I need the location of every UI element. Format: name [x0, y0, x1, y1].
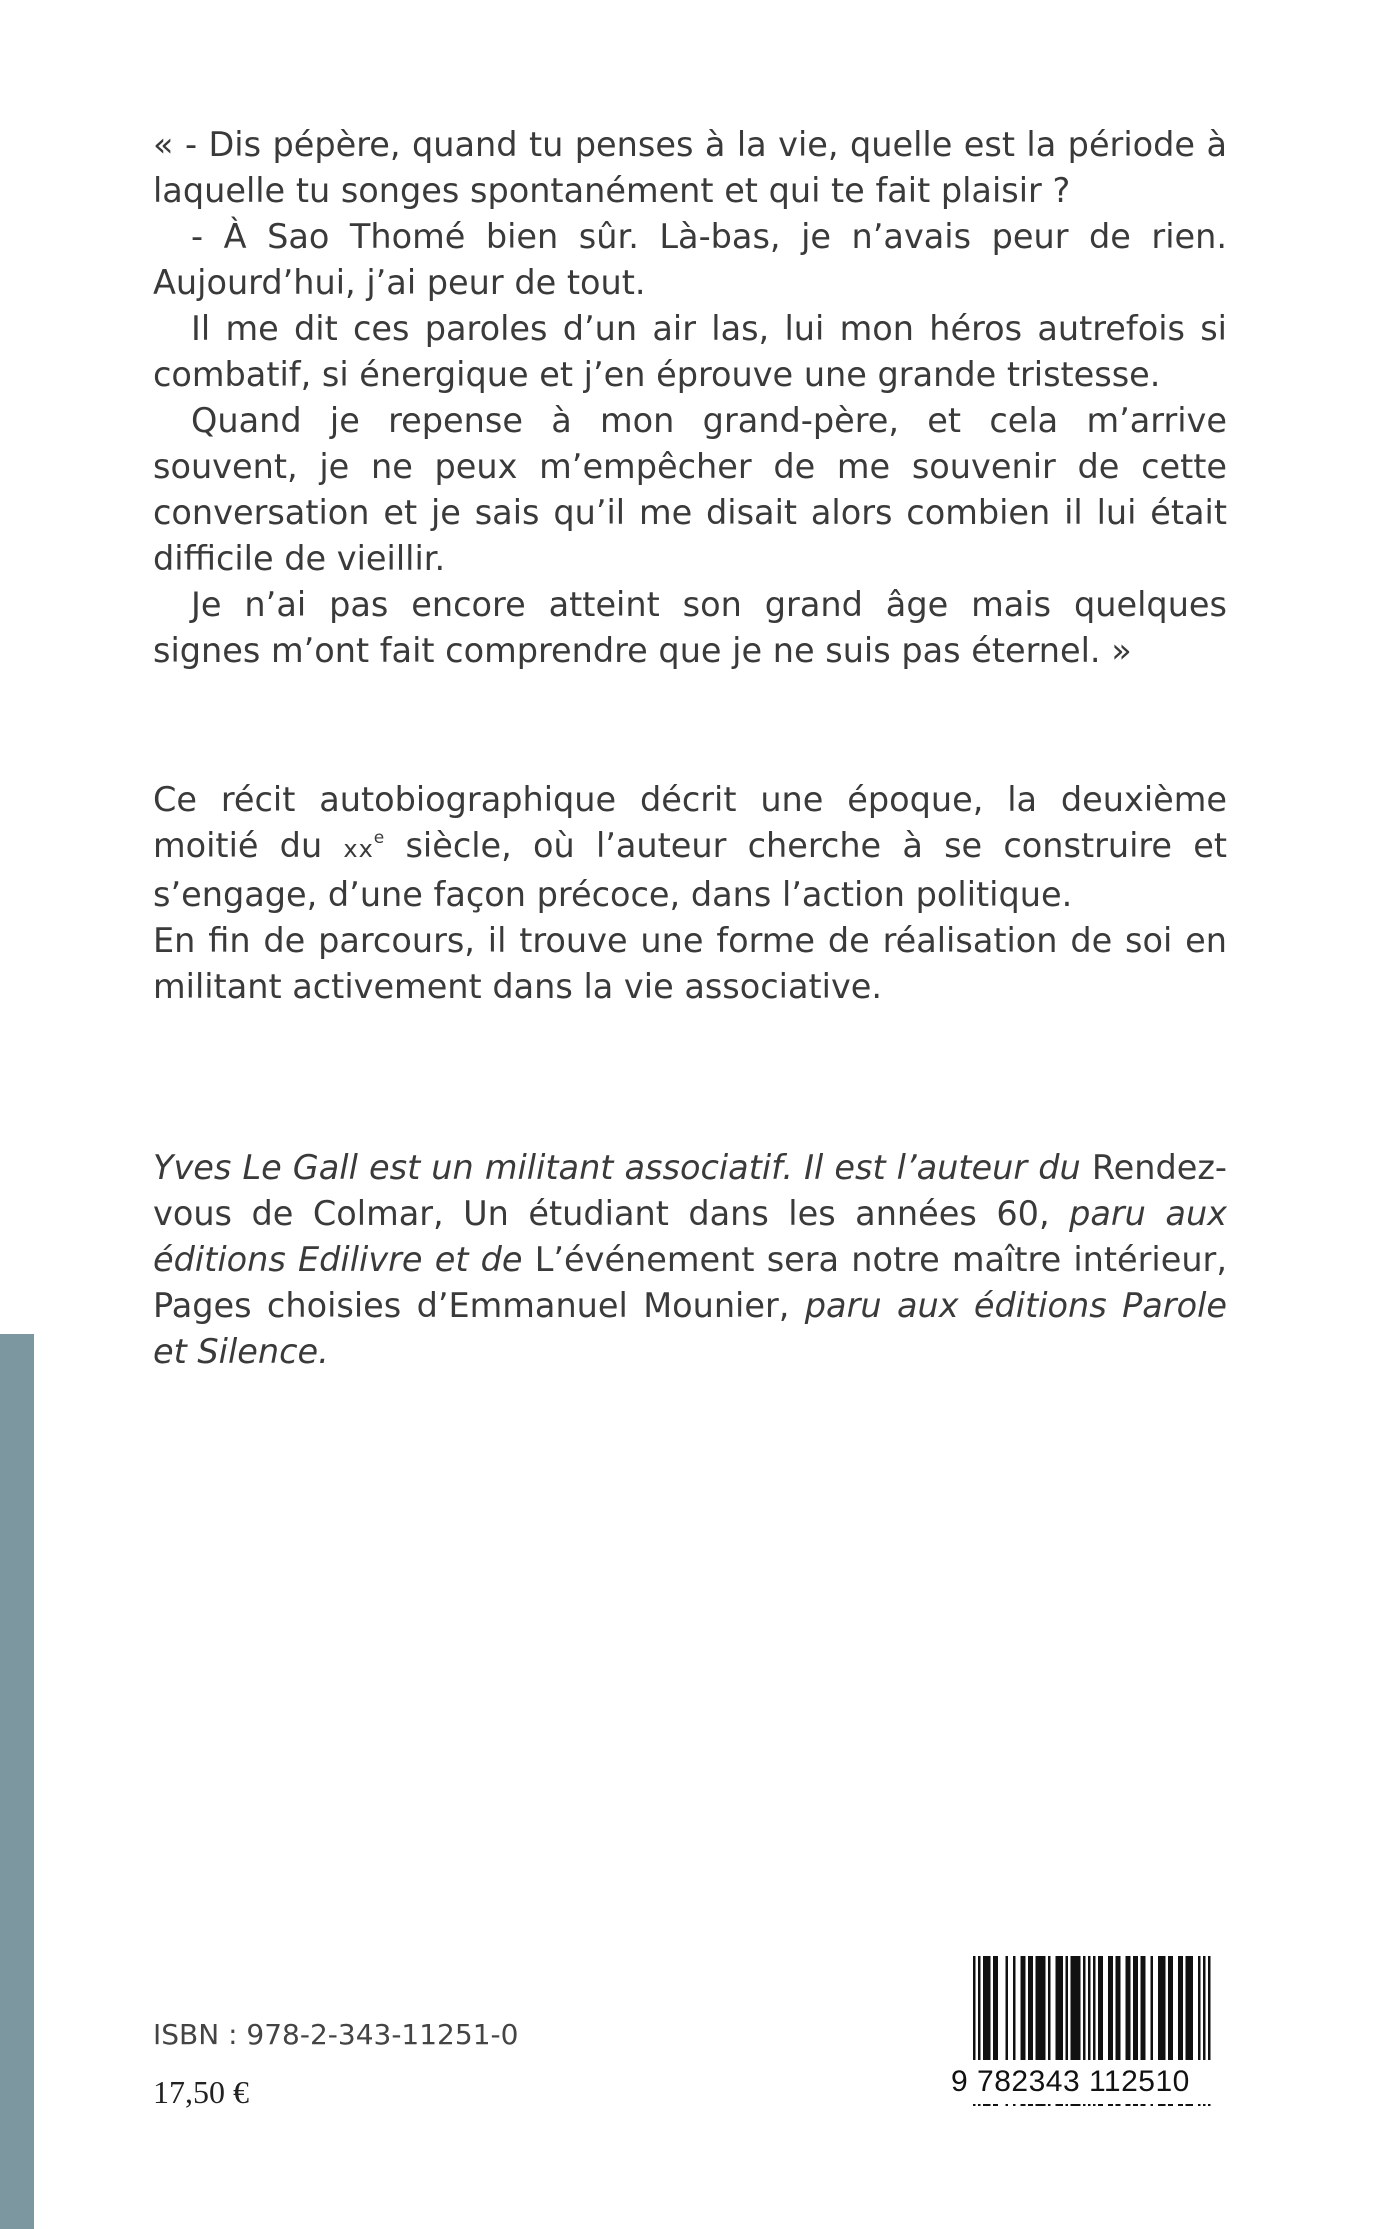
- century-superscript: e: [373, 828, 385, 848]
- summary-paragraph-2: En fin de parcours, il trouve une forme de réalisation de soi en militant activement dans la vie associative.: [153, 921, 1227, 1006]
- summary-text-after: siècle, où l’auteur cherche à se construire et s’engage, d’une façon précoce, dans l’action politique.: [153, 826, 1227, 914]
- price-label: 17,50 €: [153, 2074, 249, 2110]
- summary-paragraph-1: [153, 777, 1227, 918]
- quote-paragraph-1: « - Dis pépère, quand tu penses à la vie, quelle est la période à laquelle tu songes spontanément et qui te fait plaisir ?: [153, 125, 1227, 210]
- quote-paragraph-5: Je n’ai pas encore atteint son grand âge mais quelques signes m’ont fait comprendre que je ne suis pas éternel. »: [153, 585, 1227, 670]
- bio-intro: Yves Le Gall est un militant associatif. Il est l’auteur du: [153, 1148, 1092, 1187]
- barcode-digits: 9 782343 112510: [951, 2060, 1223, 2104]
- century-numeral: xx: [343, 835, 374, 863]
- quote-paragraph-4: Quand je repense à mon grand-père, et cela m’arrive souvent, je ne peux m’empêcher de me souvenir de cette conversation et je sais qu’il me disait alors combien il lui était difficile de vieillir.: [153, 401, 1227, 578]
- bio-book-title-1: Rendez-vous de Colmar, Un étudiant dans les années 60,: [153, 1148, 1227, 1233]
- summary-text-before: Ce récit autobiographique décrit une époque, la deuxième moitié du: [153, 780, 1227, 865]
- bio-book-title-2: L’événement sera notre maître intérieur, Pages choisies d’Emmanuel Mounier,: [153, 1240, 1227, 1325]
- bio-publisher-2: paru aux éditions Parole et Silence.: [153, 1286, 1227, 1371]
- cover-side-band: [0, 1334, 34, 2229]
- author-bio: [153, 1145, 1227, 1375]
- bio-publisher-1: paru aux éditions Edilivre et de: [153, 1194, 1227, 1279]
- quote-excerpt: [153, 122, 1227, 674]
- book-summary: [153, 777, 1227, 1010]
- isbn-label: ISBN : 978-2-343-11251-0: [153, 2018, 519, 2051]
- quote-paragraph-3: Il me dit ces paroles d’un air las, lui mon héros autrefois si combatif, si énergique et j’en éprouve une grande tristesse.: [153, 309, 1227, 394]
- quote-paragraph-2: - À Sao Thomé bien sûr. Là-bas, je n’avais peur de rien. Aujourd’hui, j’ai peur de tout.: [153, 217, 1227, 302]
- bio-paragraph: [153, 1145, 1227, 1375]
